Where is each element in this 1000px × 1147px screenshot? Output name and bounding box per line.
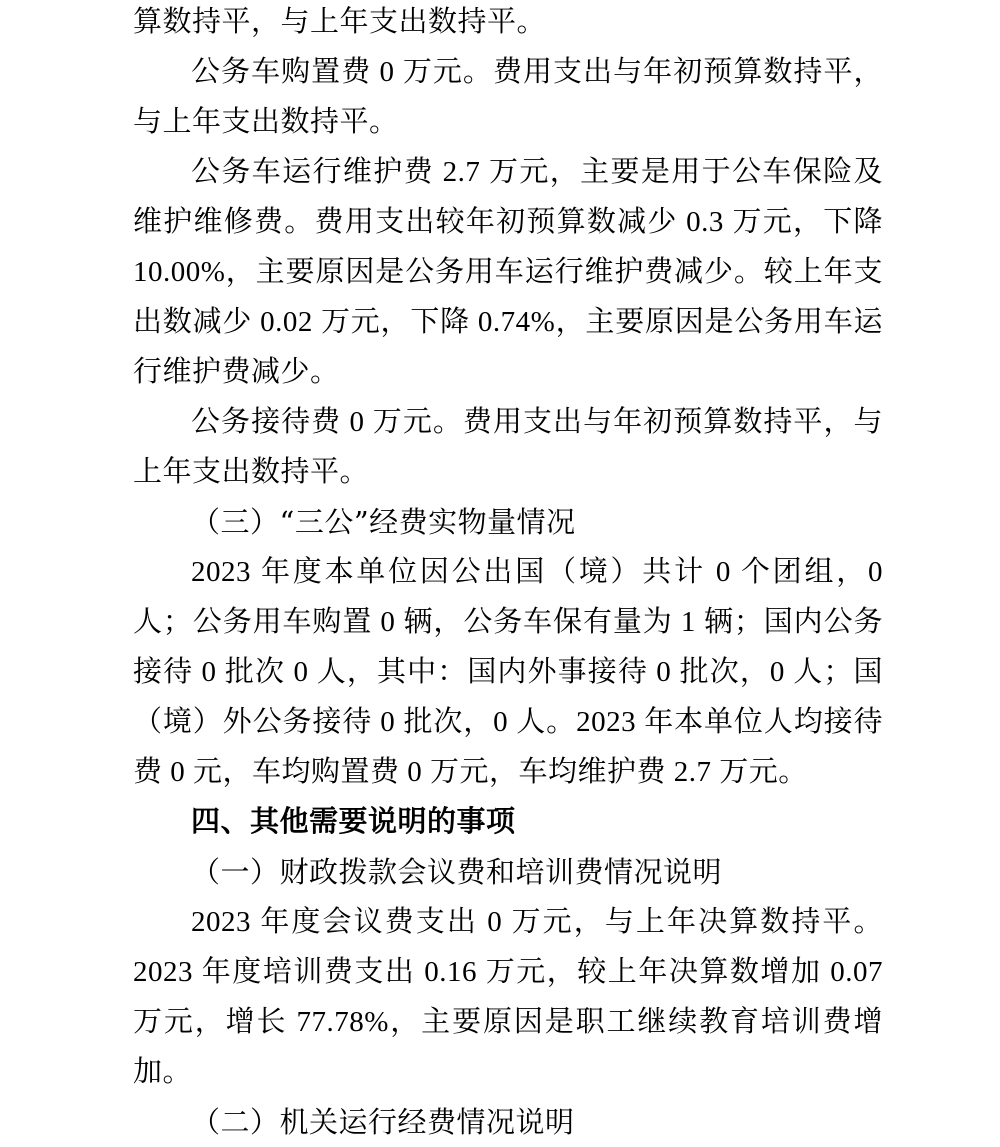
paragraph-vehicle-maintenance-fee: 公务车运行维护费 2.7 万元，主要是用于公车保险及维护维修费。费用支出较年初预算数减少 0.3 万元，下降 10.00%，主要原因是公务用车运行维护费减少。较上年支出数减少 0.02 万元，下降 0.74%，主要原因是公务用车运行维护费减少。 [133,156,883,388]
document-text-block [133,0,883,1147]
heading-other-matters: 四、其他需要说明的事项 [191,806,516,838]
paragraph-official-reception-fee: 公务接待费 0 万元。费用支出与年初预算数持平，与上年支出数持平。 [133,406,883,488]
paragraph-meeting-training-details: 2023 年度会议费支出 0 万元，与上年决算数持平。2023 年度培训费支出 0.16 万元，较上年决算数增加 0.07 万元，增长 77.78%，主要原因是职工继续教育培训费增加。 [133,906,883,1088]
paragraph-physical-quantity-details: 2023 年度本单位因公出国（境）共计 0 个团组，0 人；公务用车购置 0 辆，公务车保有量为 1 辆；国内公务接待 0 批次 0 人，其中：国内外事接待 0 批次，0 人；国（境）外公务接待 0 批次，0 人。2023 年本单位人均接待费 0 元，车均购置费 0 万元，车均维护费 2.7 万元。 [133,556,883,788]
paragraph-vehicle-purchase-fee: 公务车购置费 0 万元。费用支出与年初预算数持平，与上年支出数持平。 [133,56,883,138]
subheading-agency-operating-expense: （二）机关运行经费情况说明 [191,1105,575,1139]
paragraph-budget-flat-continuation: 算数持平，与上年支出数持平。 [133,6,547,38]
subheading-three-public-physical-quantity: （三）“三公”经费实物量情况 [191,505,576,539]
subheading-meeting-training-fee: （一）财政拨款会议费和培训费情况说明 [191,855,723,889]
